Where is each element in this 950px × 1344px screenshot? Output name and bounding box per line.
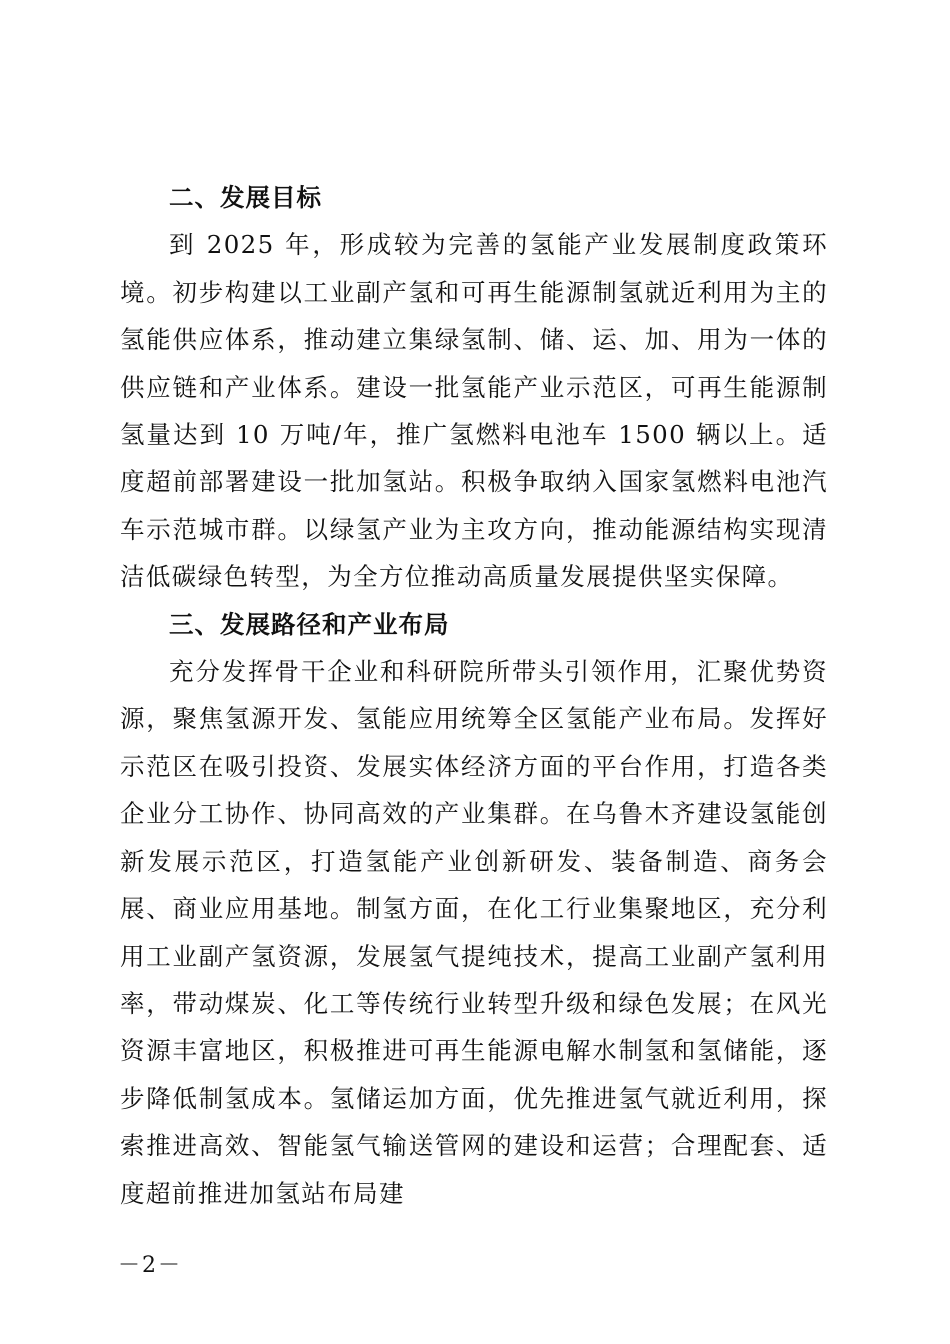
paragraph-development-path: 充分发挥骨干企业和科研院所带头引领作用，汇聚优势资源，聚焦氢源开发、氢能应用统筹全区氢能产业布局。发挥好示范区在吸引投资、发展实体经济方面的平台作用，打造各类企业分工协作、协同高效的产业集群。在乌鲁木齐建设氢能创新发展示范区，打造氢能产业创新研发、装备制造、商务会展、商业应用基地。制氢方面，在化工行业集聚地区，充分利用工业副产氢资源，发展氢气提纯技术，提高工业副产氢利用率，带动煤炭、化工等传统行业转型升级和绿色发展；在风光资源丰富地区，积极推进可再生能源电解水制氢和氢储能，逐步降低制氢成本。氢储运加方面，优先推进氢气就近利用，探索推进高效、智能氢气输送管网的建设和运营；合理配套、适度超前推进加氢站布局建 xyxy=(120,657,828,1208)
section-heading-development-path: 三、发展路径和产业布局 xyxy=(169,609,450,639)
document-body xyxy=(120,174,828,1217)
paragraph-development-goals: 到 2025 年，形成较为完善的氢能产业发展制度政策环境。初步构建以工业副产氢和可再生能源制氢就近利用为主的氢能供应体系，推动建立集绿氢制、储、运、加、用为一体的供应链和产业体系。建设一批氢能产业示范区，可再生能源制氢量达到 10 万吨/年，推广氢燃料电池车 1500 辆以上。适度超前部署建设一批加氢站。积极争取纳入国家氢燃料电池汽车示范城市群。以绿氢产业为主攻方向，推动能源结构实现清洁低碳绿色转型，为全方位推动高质量发展提供坚实保障。 xyxy=(120,230,828,592)
page-number: －2－ xyxy=(118,1253,182,1278)
section-heading-development-goals: 二、发展目标 xyxy=(169,183,322,212)
